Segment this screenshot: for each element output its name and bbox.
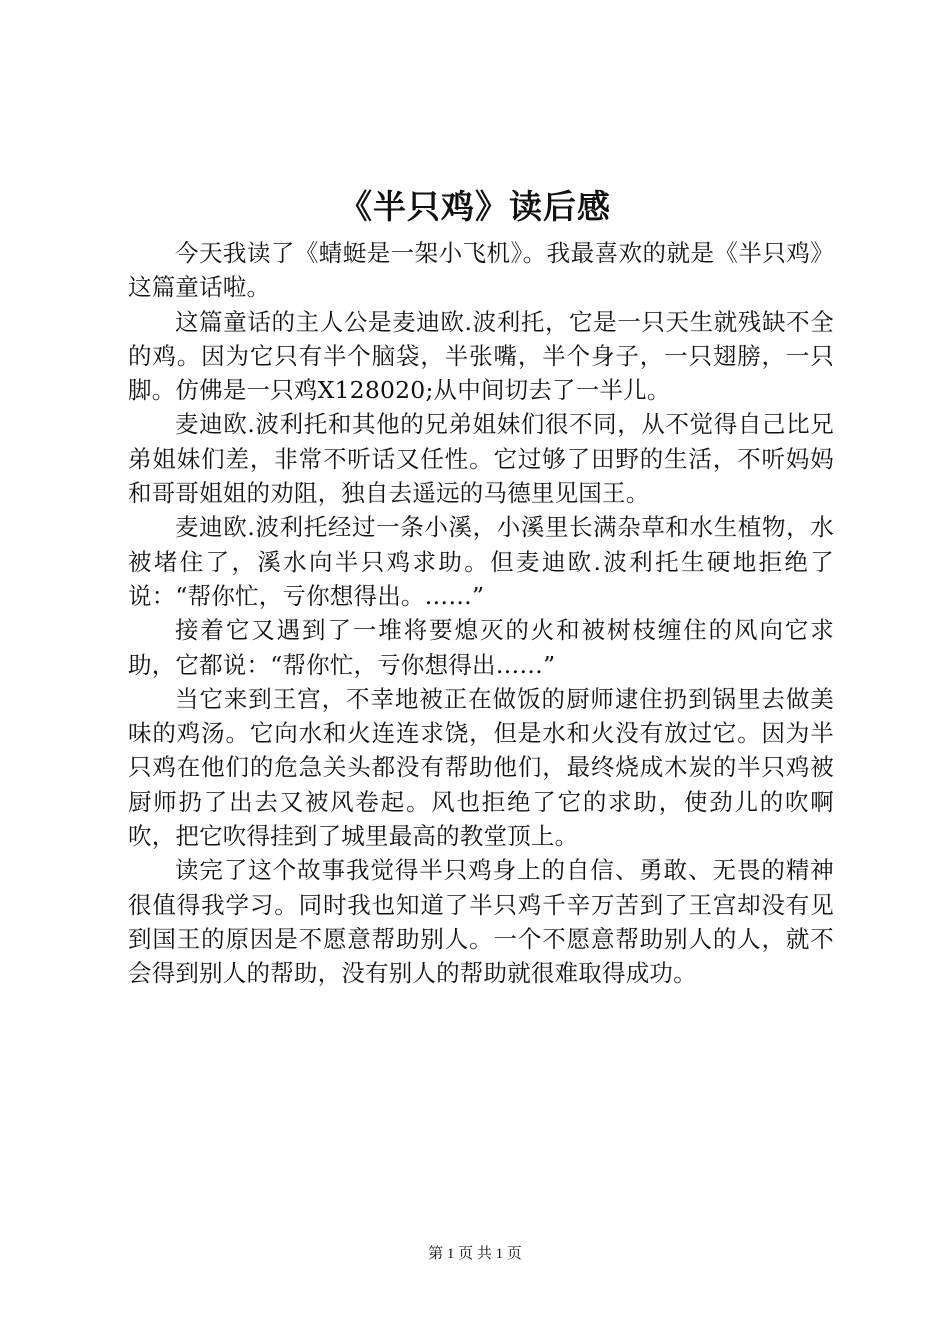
paragraph-3: 麦迪欧.波利托和其他的兄弟姐妹们很不同，从不觉得自己比兄弟姐妹们差，非常不听话又任性。它过够了田野的生活，不听妈妈和哥哥姐姐的劝阻，独自去遥远的马德里见国王。: [128, 410, 834, 508]
paragraph-4: 麦迪欧.波利托经过一条小溪，小溪里长满杂草和水生植物，水被堵住了，溪水向半只鸡求助。但麦迪欧.波利托生硬地拒绝了说：“帮你忙，亏你想得出。……”: [128, 513, 834, 610]
page-number-footer: 第 1 页 共 1 页: [428, 1246, 522, 1262]
document-title: 《半只鸡》读后感: [339, 187, 611, 226]
paragraph-1: 今天我读了《蜻蜓是一架小飞机》。我最喜欢的就是《半只鸡》这篇童话啦。: [128, 239, 834, 302]
document-body: [128, 236, 834, 991]
paragraph-7: 读完了这个故事我觉得半只鸡身上的自信、勇敢、无畏的精神很值得我学习。同时我也知道了半只鸡千辛万苦到了王宫却没有见到国王的原因是不愿意帮助别人。一个不愿意帮助别人的人，就不会得到别人的帮助，没有别人的帮助就很难取得成功。: [128, 856, 834, 988]
paragraph-5: 接着它又遇到了一堆将要熄灭的火和被树枝缠住的风向它求助，它都说：“帮你忙，亏你想得出……”: [128, 616, 834, 679]
paragraph-2: 这篇童话的主人公是麦迪欧.波利托，它是一只天生就残缺不全的鸡。因为它只有半个脑袋，半张嘴，半个身子，一只翅膀，一只脚。仿佛是一只鸡X128020;从中间切去了一半儿。: [128, 307, 834, 405]
paragraph-6: 当它来到王宫，不幸地被正在做饭的厨师逮住扔到锅里去做美味的鸡汤。它向水和火连连求饶，但是水和火没有放过它。因为半只鸡在他们的危急关头都没有帮助他们，最终烧成木炭的半只鸡被厨师扔了出去又被风卷起。风也拒绝了它的求助，使劲儿的吹啊吹，把它吹得挂到了城里最高的教堂顶上。: [128, 684, 834, 851]
